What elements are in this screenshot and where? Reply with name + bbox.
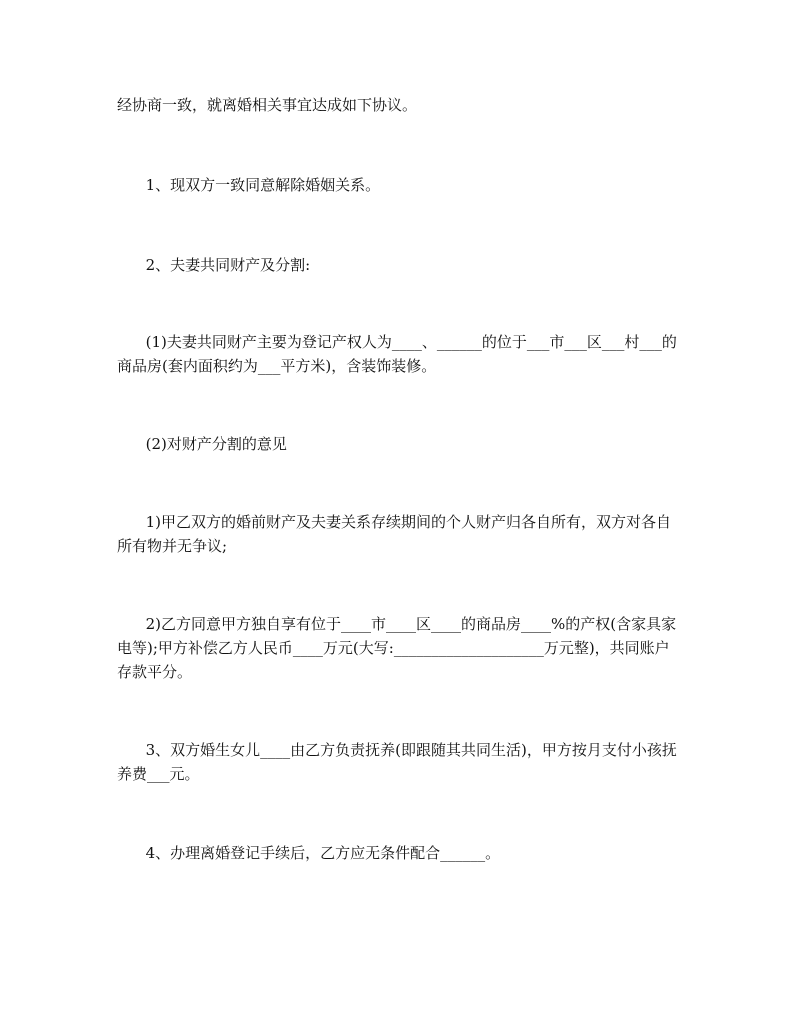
clause-3-paragraph: 3、双方婚生女儿____由乙方负责抚养(即跟随其共同生活)，甲方按月支付小孩抚养费___元。 <box>117 741 677 783</box>
clause-1-paragraph: 1、现双方一致同意解除婚姻关系。 <box>117 176 381 194</box>
clause-2-heading: 2、夫妻共同财产及分割: <box>117 256 311 274</box>
clause-4-paragraph: 4、办理离婚登记手续后，乙方应无条件配合______。 <box>117 844 501 862</box>
intro-paragraph: 经协商一致，就离婚相关事宜达成如下协议。 <box>117 96 418 114</box>
clause-2-1-paragraph: (1)夫妻共同财产主要为登记产权人为____、______的位于___市___区___村___的商品房(套内面积约为___平方米)，含装饰装修。 <box>117 333 677 375</box>
division-item-1-paragraph: 1)甲乙双方的婚前财产及夫妻关系存续期间的个人财产归各自所有，双方对各自所有物并无争议; <box>117 513 672 555</box>
division-item-2-paragraph: 2)乙方同意甲方独自享有位于____市____区____的商品房____%的产权(含家具家电等);甲方补偿乙方人民币____万元(大写:____________________万元整)，共同账户存款平分。 <box>117 615 677 681</box>
clause-2-2-heading: (2)对财产分割的意见 <box>117 435 287 453</box>
